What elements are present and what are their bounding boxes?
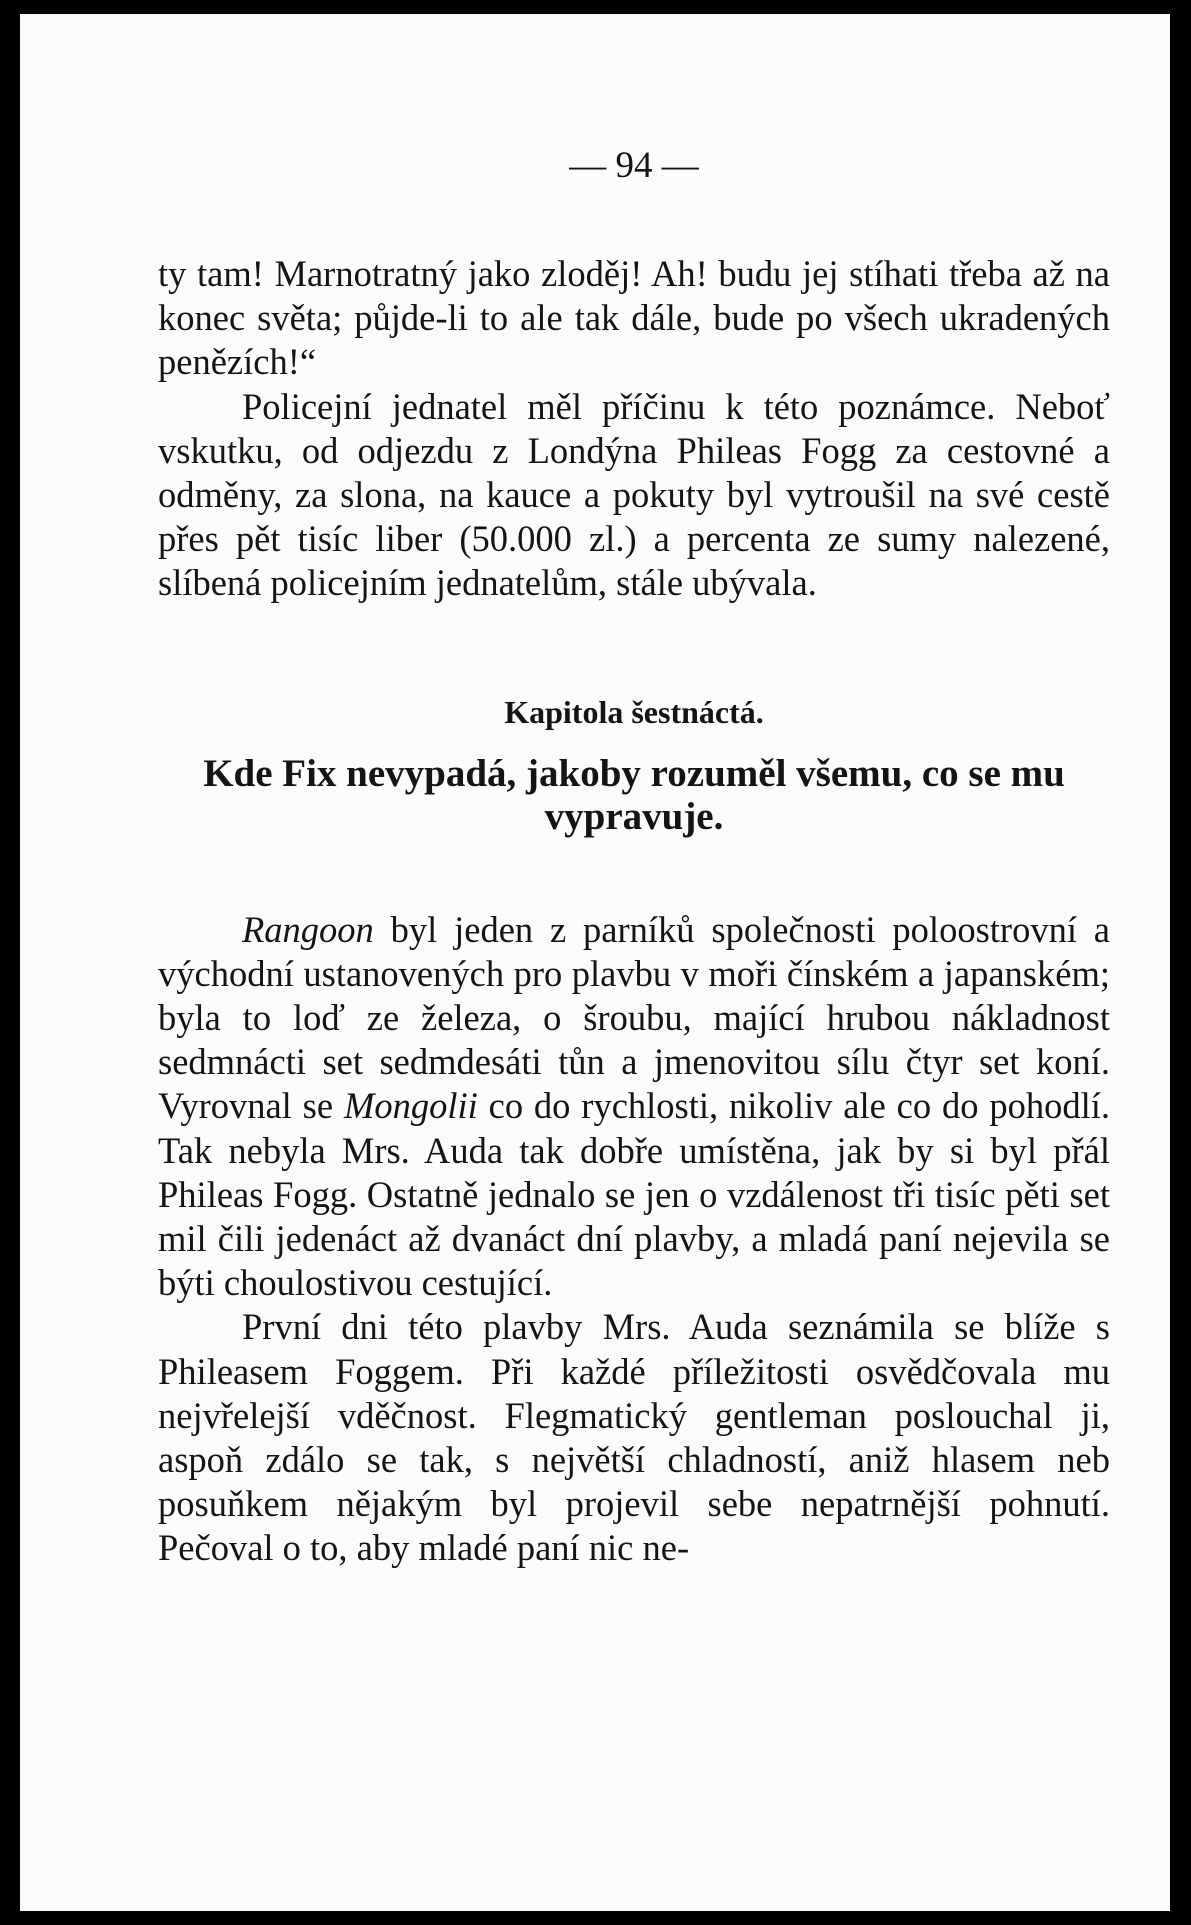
ship-name-rangoon: Rangoon	[242, 908, 374, 950]
paragraph-3-text-1: byl jeden z parníků společnosti poloostrovní a východní ustanovených pro plavbu v moři čínském a japanském; byla to loď ze železa, o šroubu, mající hrubou nákladnost sedmnácti set sedmdesáti tůn a jmenovitou sílu čtyr set koní. Vyrovnal se	[158, 908, 1110, 1127]
paragraph-3	[158, 908, 1110, 1306]
book-page	[20, 14, 1170, 1911]
paragraph-1: ty tam! Marnotratný jako zloděj! Ah! budu jej stíhati třeba až na konec světa; půjde-li to ale tak dále, bude po všech ukradených penězích!“	[158, 253, 1110, 383]
page-number: — 94 —	[569, 145, 699, 186]
paragraph-2: Policejní jednatel měl příčinu k této poznámce. Neboť vskutku, od odjezdu z Londýna Phileas Fogg za cestovné a odměny, za slona, na kauce a pokuty byl vytroušil na své cestě přes pět tisíc liber (50.000 zl.) a percenta ze sumy nalezené, slíbená policejním jednatelům, stále ubývala.	[158, 385, 1110, 604]
chapter-label: Kapitola šestnáctá.	[504, 693, 764, 730]
page-content	[158, 144, 1110, 1571]
paragraph-4: První dni této plavby Mrs. Auda seznámila se blíže s Phileasem Foggem. Při každé příležitosti osvědčovala mu nejvřelejší vděčnost. Flegmatický gentleman poslouchal ji, aspoň zdálo se tak, s největší chladností, aniž hlasem neb posuňkem nějakým byl projevil sebe nepatrnější pohnutí. Pečoval o to, aby mladé paní nic ne-	[158, 1306, 1110, 1569]
chapter-title: Kde Fix nevypadá, jakoby rozuměl všemu, co se mu vypravuje.	[203, 751, 1065, 838]
ship-name-mongolia: Mongolii	[343, 1085, 478, 1127]
paragraph-3-text-2: co do rychlosti, nikoliv ale co do pohodlí. Tak nebyla Mrs. Auda tak dobře umístěna, jak by si byl přál Phileas Fogg. Ostatně jednalo se jen o vzdálenost tři tisíc pěti set mil čili jedenáct až dvanáct dní plavby, a mladá paní nejevila se býti choulostivou cestující.	[158, 1085, 1110, 1304]
